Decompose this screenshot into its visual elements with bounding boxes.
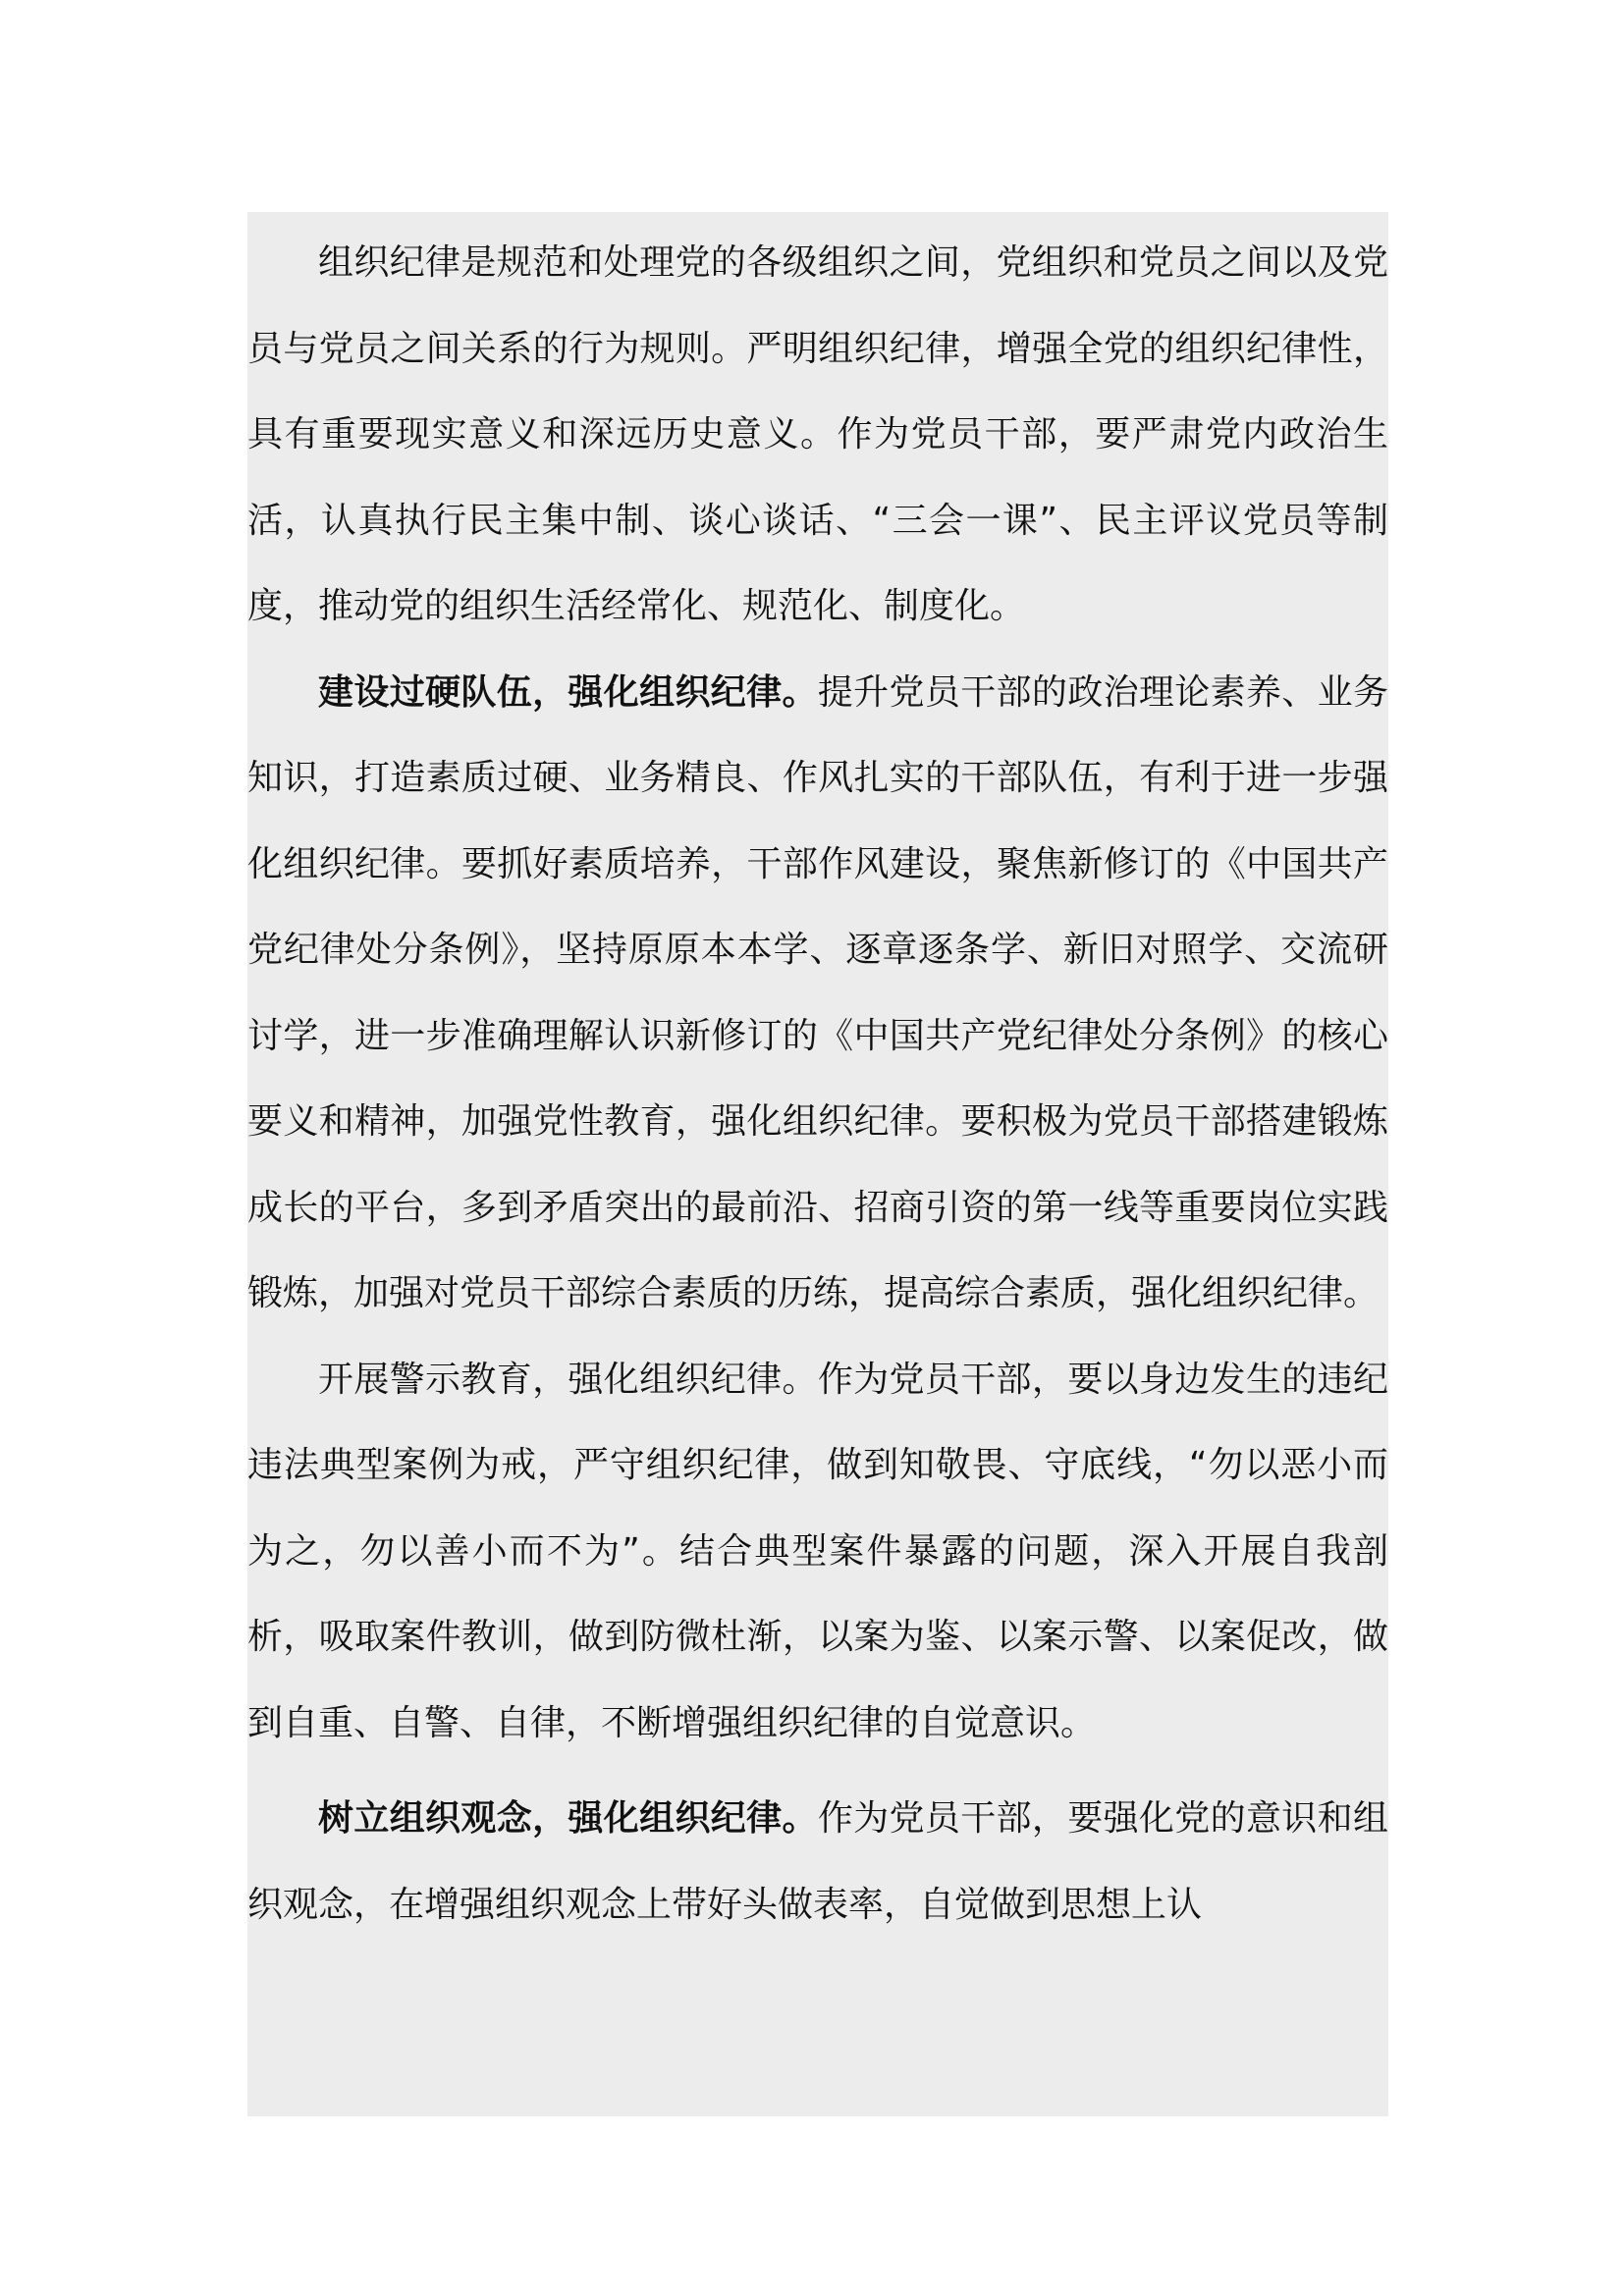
paragraph-organizational-discipline-intro bbox=[247, 220, 1388, 650]
document-body bbox=[247, 220, 1388, 1948]
paragraph-body: 开展警示教育，强化组织纪律。作为党员干部，要以身边发生的违纪违法典型案例为戒，严守组织纪律，做到知敬畏、守底线，“勿以恶小而为之，勿以善小而不为”。结合典型案件暴露的问题，深入开展自我剖析，吸取案件教训，做到防微杜渐，以案为鉴、以案示警、以案促改，做到自重、自警、自律，不断增强组织纪律的自觉意识。 bbox=[247, 1359, 1388, 1743]
paragraph-build-strong-team bbox=[247, 650, 1388, 1337]
paragraph-organizational-concept bbox=[247, 1776, 1388, 1948]
paragraph-body: 组织纪律是规范和处理党的各级组织之间，党组织和党员之间以及党员与党员之间关系的行为规则。严明组织纪律，增强全党的组织纪律性，具有重要现实意义和深远历史意义。作为党员干部，要严肃党内政治生活，认真执行民主集中制、谈心谈话、“三会一课”、民主评议党员等制度，推动党的组织生活经常化、规范化、制度化。 bbox=[247, 242, 1388, 626]
paragraph-body: 作为党员干部，要强化党的意识和组织观念，在增强组织观念上带好头做表率，自觉做到思想上认 bbox=[247, 1798, 1388, 1925]
paragraph-warning-education bbox=[247, 1337, 1388, 1767]
paragraph-lead-heading: 建设过硬队伍，强化组织纪律。 bbox=[318, 671, 818, 713]
paragraph-body: 提升党员干部的政治理论素养、业务知识，打造素质过硬、业务精良、作风扎实的干部队伍，有利于进一步强化组织纪律。要抓好素质培养，干部作风建设，聚焦新修订的《中国共产党纪律处分条例》，坚持原原本本学、逐章逐条学、新旧对照学、交流研讨学，进一步准确理解认识新修订的《中国共产党纪律处分条例》的核心要义和精神，加强党性教育，强化组织纪律。要积极为党员干部搭建锻炼成长的平台，多到矛盾突出的最前沿、招商引资的第一线等重要岗位实践锻炼，加强对党员干部综合素质的历练，提高综合素质，强化组织纪律。 bbox=[247, 671, 1388, 1313]
paragraph-lead-heading: 树立组织观念，强化组织纪律。 bbox=[318, 1798, 818, 1839]
